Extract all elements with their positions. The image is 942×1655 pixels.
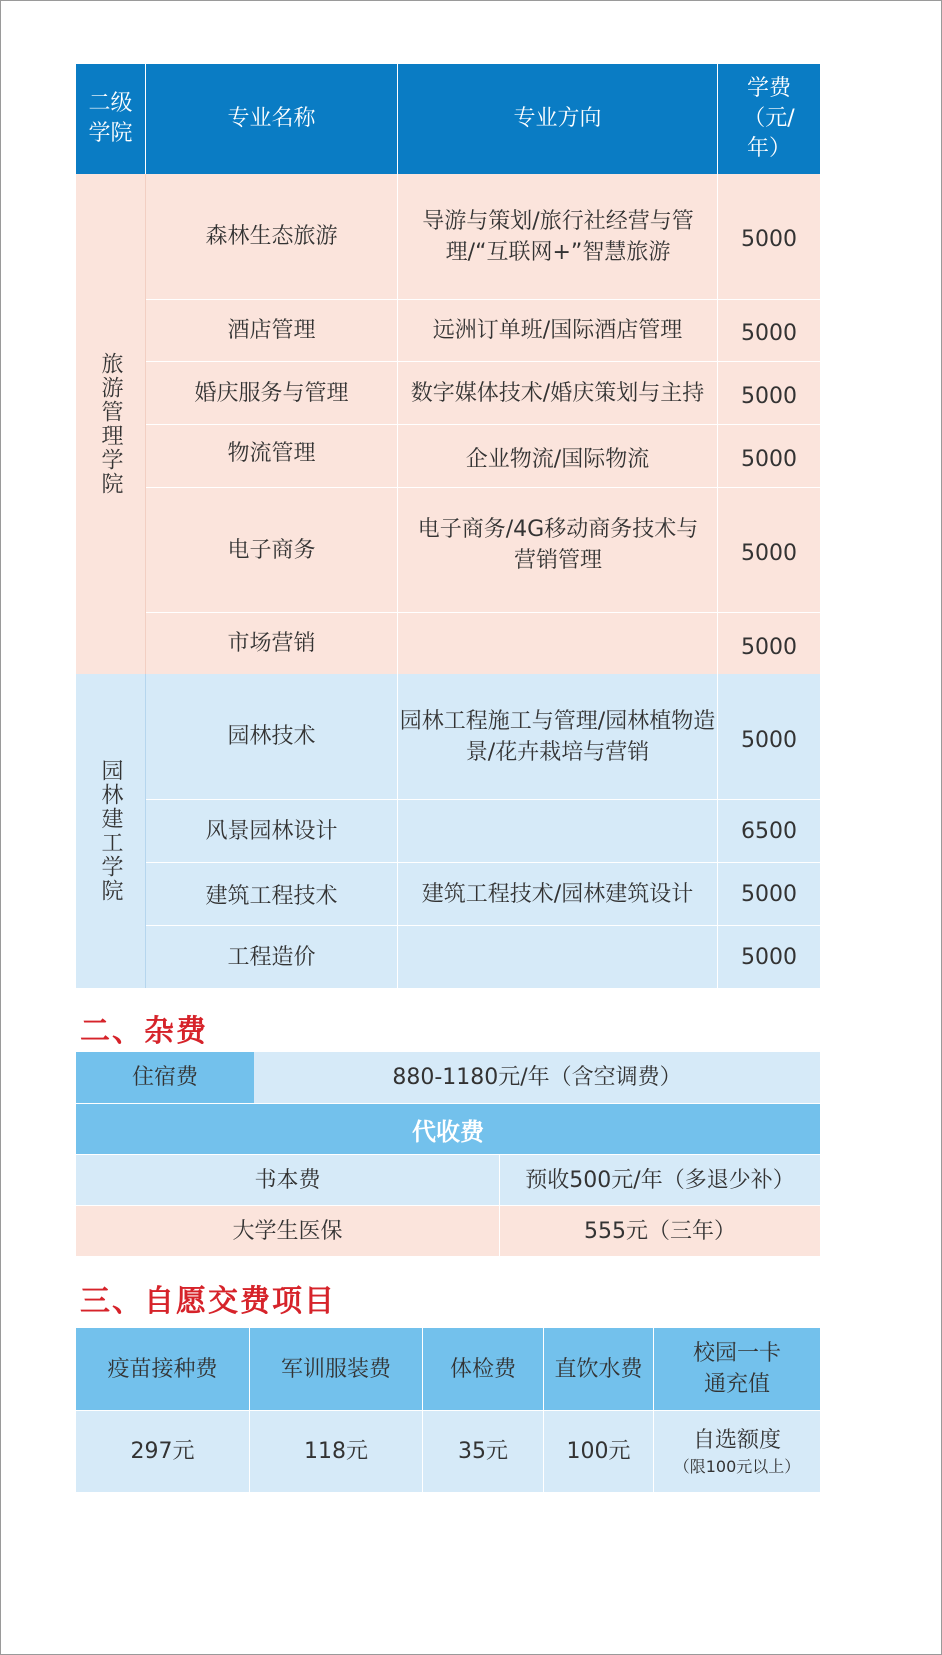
voluntary-value: 自选额度 （限100元以上） bbox=[654, 1411, 820, 1492]
table-row-major: 酒店管理 bbox=[227, 318, 316, 343]
table-row-direction: 数字媒体技术/婚庆策划与主持 bbox=[410, 380, 705, 406]
voluntary-value: 297元 bbox=[76, 1411, 249, 1492]
table-row-fee: 5000 bbox=[741, 446, 797, 472]
section-title-misc: 二、杂费 bbox=[80, 1014, 208, 1049]
table-row-fee: 6500 bbox=[741, 818, 797, 844]
book-value: 预收500元/年（多退少补） bbox=[500, 1155, 820, 1205]
dorm-label: 住宿费 bbox=[76, 1052, 254, 1103]
voluntary-value: 35元 bbox=[423, 1411, 543, 1492]
table-row-direction: 远洲订单班/国际酒店管理 bbox=[432, 318, 683, 343]
table-row-major: 工程造价 bbox=[227, 944, 316, 970]
voluntary-header: 直饮水费 bbox=[544, 1328, 653, 1410]
table-row-major: 物流管理 bbox=[227, 440, 316, 466]
table-row-fee: 5000 bbox=[741, 881, 797, 907]
voluntary-header: 疫苗接种费 bbox=[76, 1328, 249, 1410]
header-major: 专业名称 bbox=[146, 64, 397, 174]
table-row-direction: 电子商务/4G移动商务技术与营销管理 bbox=[417, 517, 699, 573]
table-row-fee: 5000 bbox=[741, 227, 797, 252]
voluntary-header: 军训服装费 bbox=[250, 1328, 422, 1410]
table-row-fee: 5000 bbox=[741, 383, 797, 409]
table-row-major: 婚庆服务与管理 bbox=[194, 380, 349, 406]
table-row-fee: 5000 bbox=[741, 728, 797, 753]
table-row-major: 电子商务 bbox=[227, 537, 316, 563]
table-row-major: 园林技术 bbox=[227, 724, 316, 749]
insurance-value: 555元（三年） bbox=[500, 1206, 820, 1256]
table-row-fee: 5000 bbox=[741, 635, 797, 660]
collect-title: 代收费 bbox=[76, 1104, 820, 1154]
table-row-fee: 5000 bbox=[741, 944, 797, 970]
table-row-major: 建筑工程技术 bbox=[205, 883, 338, 909]
table-row-direction: 导游与策划/旅行社经营与管理/“互联网+”智慧旅游 bbox=[422, 208, 694, 265]
table-row-fee: 5000 bbox=[741, 321, 797, 346]
voluntary-header: 体检费 bbox=[423, 1328, 543, 1410]
table-row-fee: 5000 bbox=[741, 540, 797, 566]
table-row-direction: 建筑工程技术/园林建筑设计 bbox=[421, 881, 694, 907]
book-label: 书本费 bbox=[76, 1155, 499, 1205]
table-row-direction bbox=[398, 613, 717, 674]
header-college: 二级学院 bbox=[76, 64, 145, 174]
table-row-direction bbox=[398, 800, 717, 862]
voluntary-value: 118元 bbox=[250, 1411, 422, 1492]
header-direction: 专业方向 bbox=[398, 64, 717, 174]
college-tourism: 旅游管理学院 bbox=[98, 352, 123, 496]
table-row-major: 森林生态旅游 bbox=[205, 224, 338, 249]
table-row-direction: 企业物流/国际物流 bbox=[465, 446, 650, 472]
table-row-direction: 园林工程施工与管理/园林植物造景/花卉栽培与营销 bbox=[399, 708, 716, 765]
table-row-major: 市场营销 bbox=[227, 631, 316, 656]
dorm-value: 880-1180元/年（含空调费） bbox=[254, 1052, 820, 1103]
table-row-major: 风景园林设计 bbox=[205, 818, 338, 844]
table-row-direction bbox=[398, 926, 717, 988]
voluntary-header: 校园一卡通充值 bbox=[654, 1328, 820, 1410]
insurance-label: 大学生医保 bbox=[76, 1206, 499, 1256]
section-title-voluntary: 三、自愿交费项目 bbox=[80, 1284, 336, 1319]
college-landscape: 园林建工学院 bbox=[98, 759, 123, 903]
voluntary-value: 100元 bbox=[544, 1411, 653, 1492]
header-fee: 学费（元/年） bbox=[718, 64, 820, 174]
